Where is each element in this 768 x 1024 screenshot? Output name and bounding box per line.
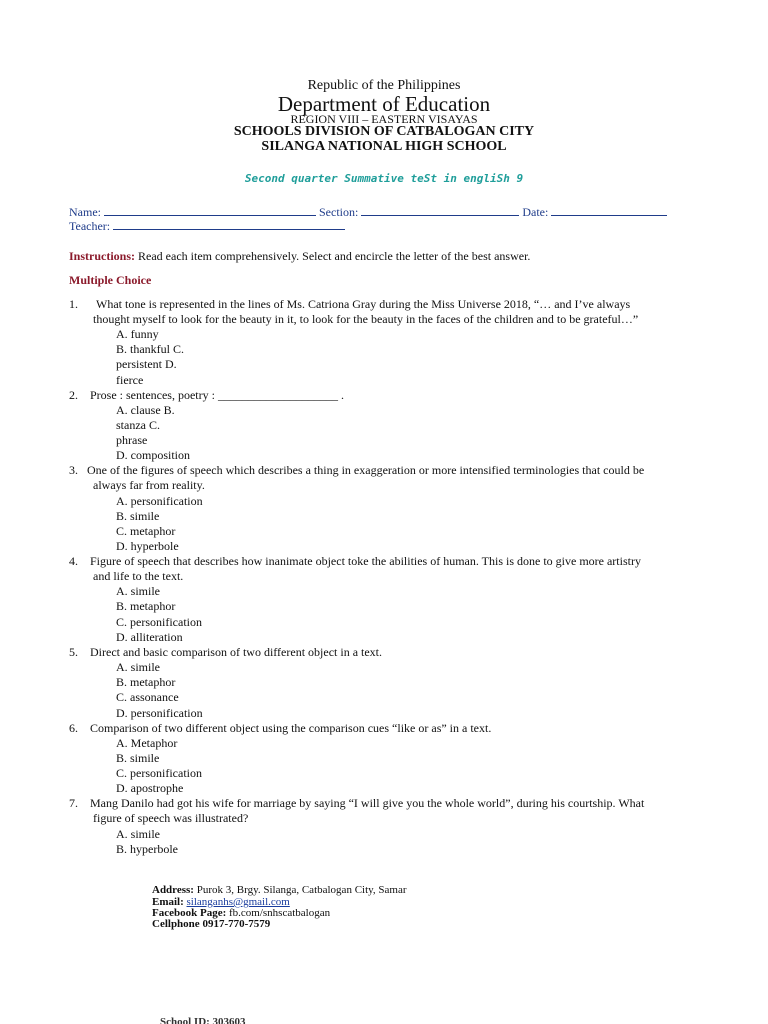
question-number: 5.: [69, 645, 78, 659]
facebook-value: fb.com/snhscatbalogan: [228, 907, 331, 919]
name-section-date-row: [69, 205, 667, 220]
teacher-row: [69, 219, 345, 234]
footer-cellphone: [152, 918, 270, 930]
question-text: Direct and basic comparison of two different object in a text.: [90, 645, 383, 659]
option[interactable]: A. Metaphor: [116, 736, 178, 750]
facebook-label: Facebook Page:: [152, 907, 227, 919]
option[interactable]: persistent D.: [116, 357, 177, 371]
name-label: Name:: [69, 205, 101, 219]
address-label: Address:: [152, 884, 194, 896]
section-title: Multiple Choice: [69, 273, 152, 287]
address-value: Purok 3, Brgy. Silanga, Catbalogan City, Samar: [196, 884, 407, 896]
header-department: Department of Education: [277, 92, 491, 116]
footer-address: [152, 884, 407, 896]
option[interactable]: A. simile: [116, 584, 160, 598]
option[interactable]: B. simile: [116, 751, 160, 765]
option[interactable]: D. hyperbole: [116, 539, 179, 553]
option[interactable]: B. simile: [116, 509, 160, 523]
section-blank[interactable]: [361, 205, 519, 216]
name-blank[interactable]: [104, 205, 316, 216]
question-text-cont: figure of speech was illustrated?: [93, 811, 249, 825]
option[interactable]: D. apostrophe: [116, 781, 184, 795]
question-number: 4.: [69, 554, 78, 568]
school-id-cut: School ID: 303603: [160, 1016, 246, 1024]
option[interactable]: B. metaphor: [116, 675, 176, 689]
instructions: [69, 249, 530, 264]
email-label: Email:: [152, 896, 184, 908]
question-text: Comparison of two different object using the comparison cues “like or as” in a text.: [90, 721, 492, 735]
date-label: Date:: [522, 205, 549, 219]
question-number: 2.: [69, 388, 78, 402]
option[interactable]: B. thankful C.: [116, 342, 184, 356]
cellphone-label: Cellphone: [152, 918, 200, 930]
cellphone-value: 0917-770-7579: [202, 918, 271, 930]
test-title: Second quarter Summative teSt in engliSh 9: [244, 172, 524, 185]
date-blank[interactable]: [551, 205, 667, 216]
option[interactable]: C. personification: [116, 615, 202, 629]
teacher-blank[interactable]: [113, 219, 345, 230]
teacher-label: Teacher:: [69, 219, 111, 233]
option[interactable]: stanza C.: [116, 418, 160, 432]
question-text: Mang Danilo had got his wife for marriage by saying “I will give you the whole world”, during his courtship. What: [90, 796, 645, 810]
instructions-text: Read each item comprehensively. Select and encircle the letter of the best answer.: [138, 249, 531, 263]
option[interactable]: D. personification: [116, 706, 203, 720]
option[interactable]: phrase: [116, 433, 148, 447]
question-number: 7.: [69, 796, 78, 810]
option[interactable]: B. metaphor: [116, 599, 176, 613]
option[interactable]: A. simile: [116, 827, 160, 841]
option[interactable]: fierce: [116, 373, 144, 387]
email-link[interactable]: silanganhs@gmail.com: [186, 896, 290, 908]
option[interactable]: A. simile: [116, 660, 160, 674]
option[interactable]: B. hyperbole: [116, 842, 178, 856]
question-text-cont: and life to the text.: [93, 569, 184, 583]
header-region: REGION VIII – EASTERN VISAYAS: [290, 112, 478, 126]
option[interactable]: D. alliteration: [116, 630, 183, 644]
option[interactable]: A. funny: [116, 327, 159, 341]
instructions-label: Instructions:: [69, 249, 136, 263]
header-division: SCHOOLS DIVISION OF CATBALOGAN CITY: [233, 124, 535, 139]
question-text: What tone is represented in the lines of Ms. Catriona Gray during the Miss Universe 2018, “… and I’ve always: [96, 297, 631, 311]
section-label: Section:: [319, 205, 359, 219]
option[interactable]: C. personification: [116, 766, 202, 780]
question-text: Figure of speech that describes how inanimate object toke the abilities of human. This is done to give more artistry: [90, 554, 641, 568]
option[interactable]: C. assonance: [116, 690, 179, 704]
option[interactable]: A. personification: [116, 494, 203, 508]
question-number: 3.: [69, 463, 78, 477]
question-text-cont: always far from reality.: [93, 478, 205, 492]
option[interactable]: C. metaphor: [116, 524, 176, 538]
question-number: 6.: [69, 721, 78, 735]
header-republic: Republic of the Philippines: [307, 78, 461, 93]
question-number: 1.: [69, 297, 78, 311]
header-school: SILANGA NATIONAL HIGH SCHOOL: [261, 139, 507, 154]
question-text: Prose : sentences, poetry : ____________________ .: [90, 388, 344, 402]
question-text-cont: thought myself to look for the beauty in it, to look for the beauty in the faces of the children and to be grateful…”: [93, 312, 639, 326]
option[interactable]: D. composition: [116, 448, 190, 462]
option[interactable]: A. clause B.: [116, 403, 175, 417]
question-text: One of the figures of speech which describes a thing in exaggeration or more intensified terminologies that could be: [87, 463, 645, 477]
